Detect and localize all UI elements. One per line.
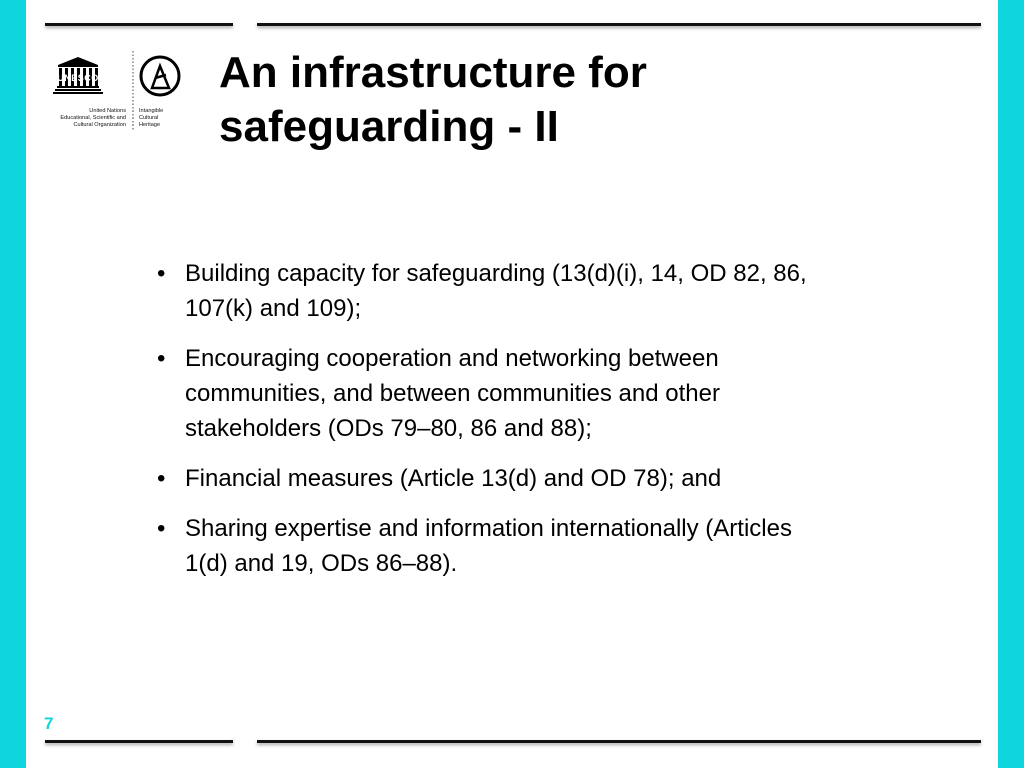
bullet-dot: • [157,260,166,287]
bullet-text [185,256,927,326]
bullet-list [157,256,927,596]
slide-title-line: An infrastructure for [219,48,647,97]
bullet-line: stakeholders (ODs 79–80, 86 and 88); [185,415,592,442]
slide-title [219,46,919,154]
top-right-rule [257,23,981,26]
org-line-3: Cultural Organization [73,122,126,128]
bullet-text [185,341,927,446]
ich-line-2: Cultural [139,115,159,121]
bullet-dot: • [157,515,166,542]
org-line-2: Educational, Scientific and [60,115,126,121]
unesco-ich-logo-graphic [42,48,192,132]
bottom-left-rule [45,740,233,743]
bullet-line: 107(k) and 109); [185,295,362,322]
bullet-item [157,341,927,446]
bullet-line: communities, and between communities and other [185,380,720,407]
bullet-text [185,461,927,496]
bullet-item [157,256,927,326]
bullet-line: Building capacity for safeguarding (13(d)(i), 14, OD 82, 86, [185,260,807,287]
unesco-wordmark: UNESCO [57,73,99,83]
svg-text:·: · [132,122,134,128]
svg-text:·: · [132,115,134,121]
ich-emblem-icon [141,57,179,95]
bullet-line: Encouraging cooperation and networking between [185,345,719,372]
unesco-ich-logo [42,48,192,132]
bullet-dot: • [157,465,166,492]
slide-title-line: safeguarding - II [219,102,559,151]
bullet-text [185,511,927,581]
bullet-dot: • [157,345,166,372]
right-accent-bar [998,0,1024,768]
ich-line-3: Heritage [139,122,161,128]
org-line-1: United Nations [89,108,126,114]
bullet-line: 1(d) and 19, ODs 86–88). [185,550,458,577]
ich-line-1: Intangible [139,108,164,114]
slide-number: 7 [44,714,54,733]
bullet-item [157,511,927,581]
left-accent-bar [0,0,26,768]
bullet-line: Financial measures (Article 13(d) and OD 78); and [185,465,722,492]
bullet-line: Sharing expertise and information internationally (Articles [185,515,792,542]
top-left-rule [45,23,233,26]
svg-text:·: · [132,108,134,114]
bottom-right-rule [257,740,981,743]
bullet-item [157,461,927,496]
